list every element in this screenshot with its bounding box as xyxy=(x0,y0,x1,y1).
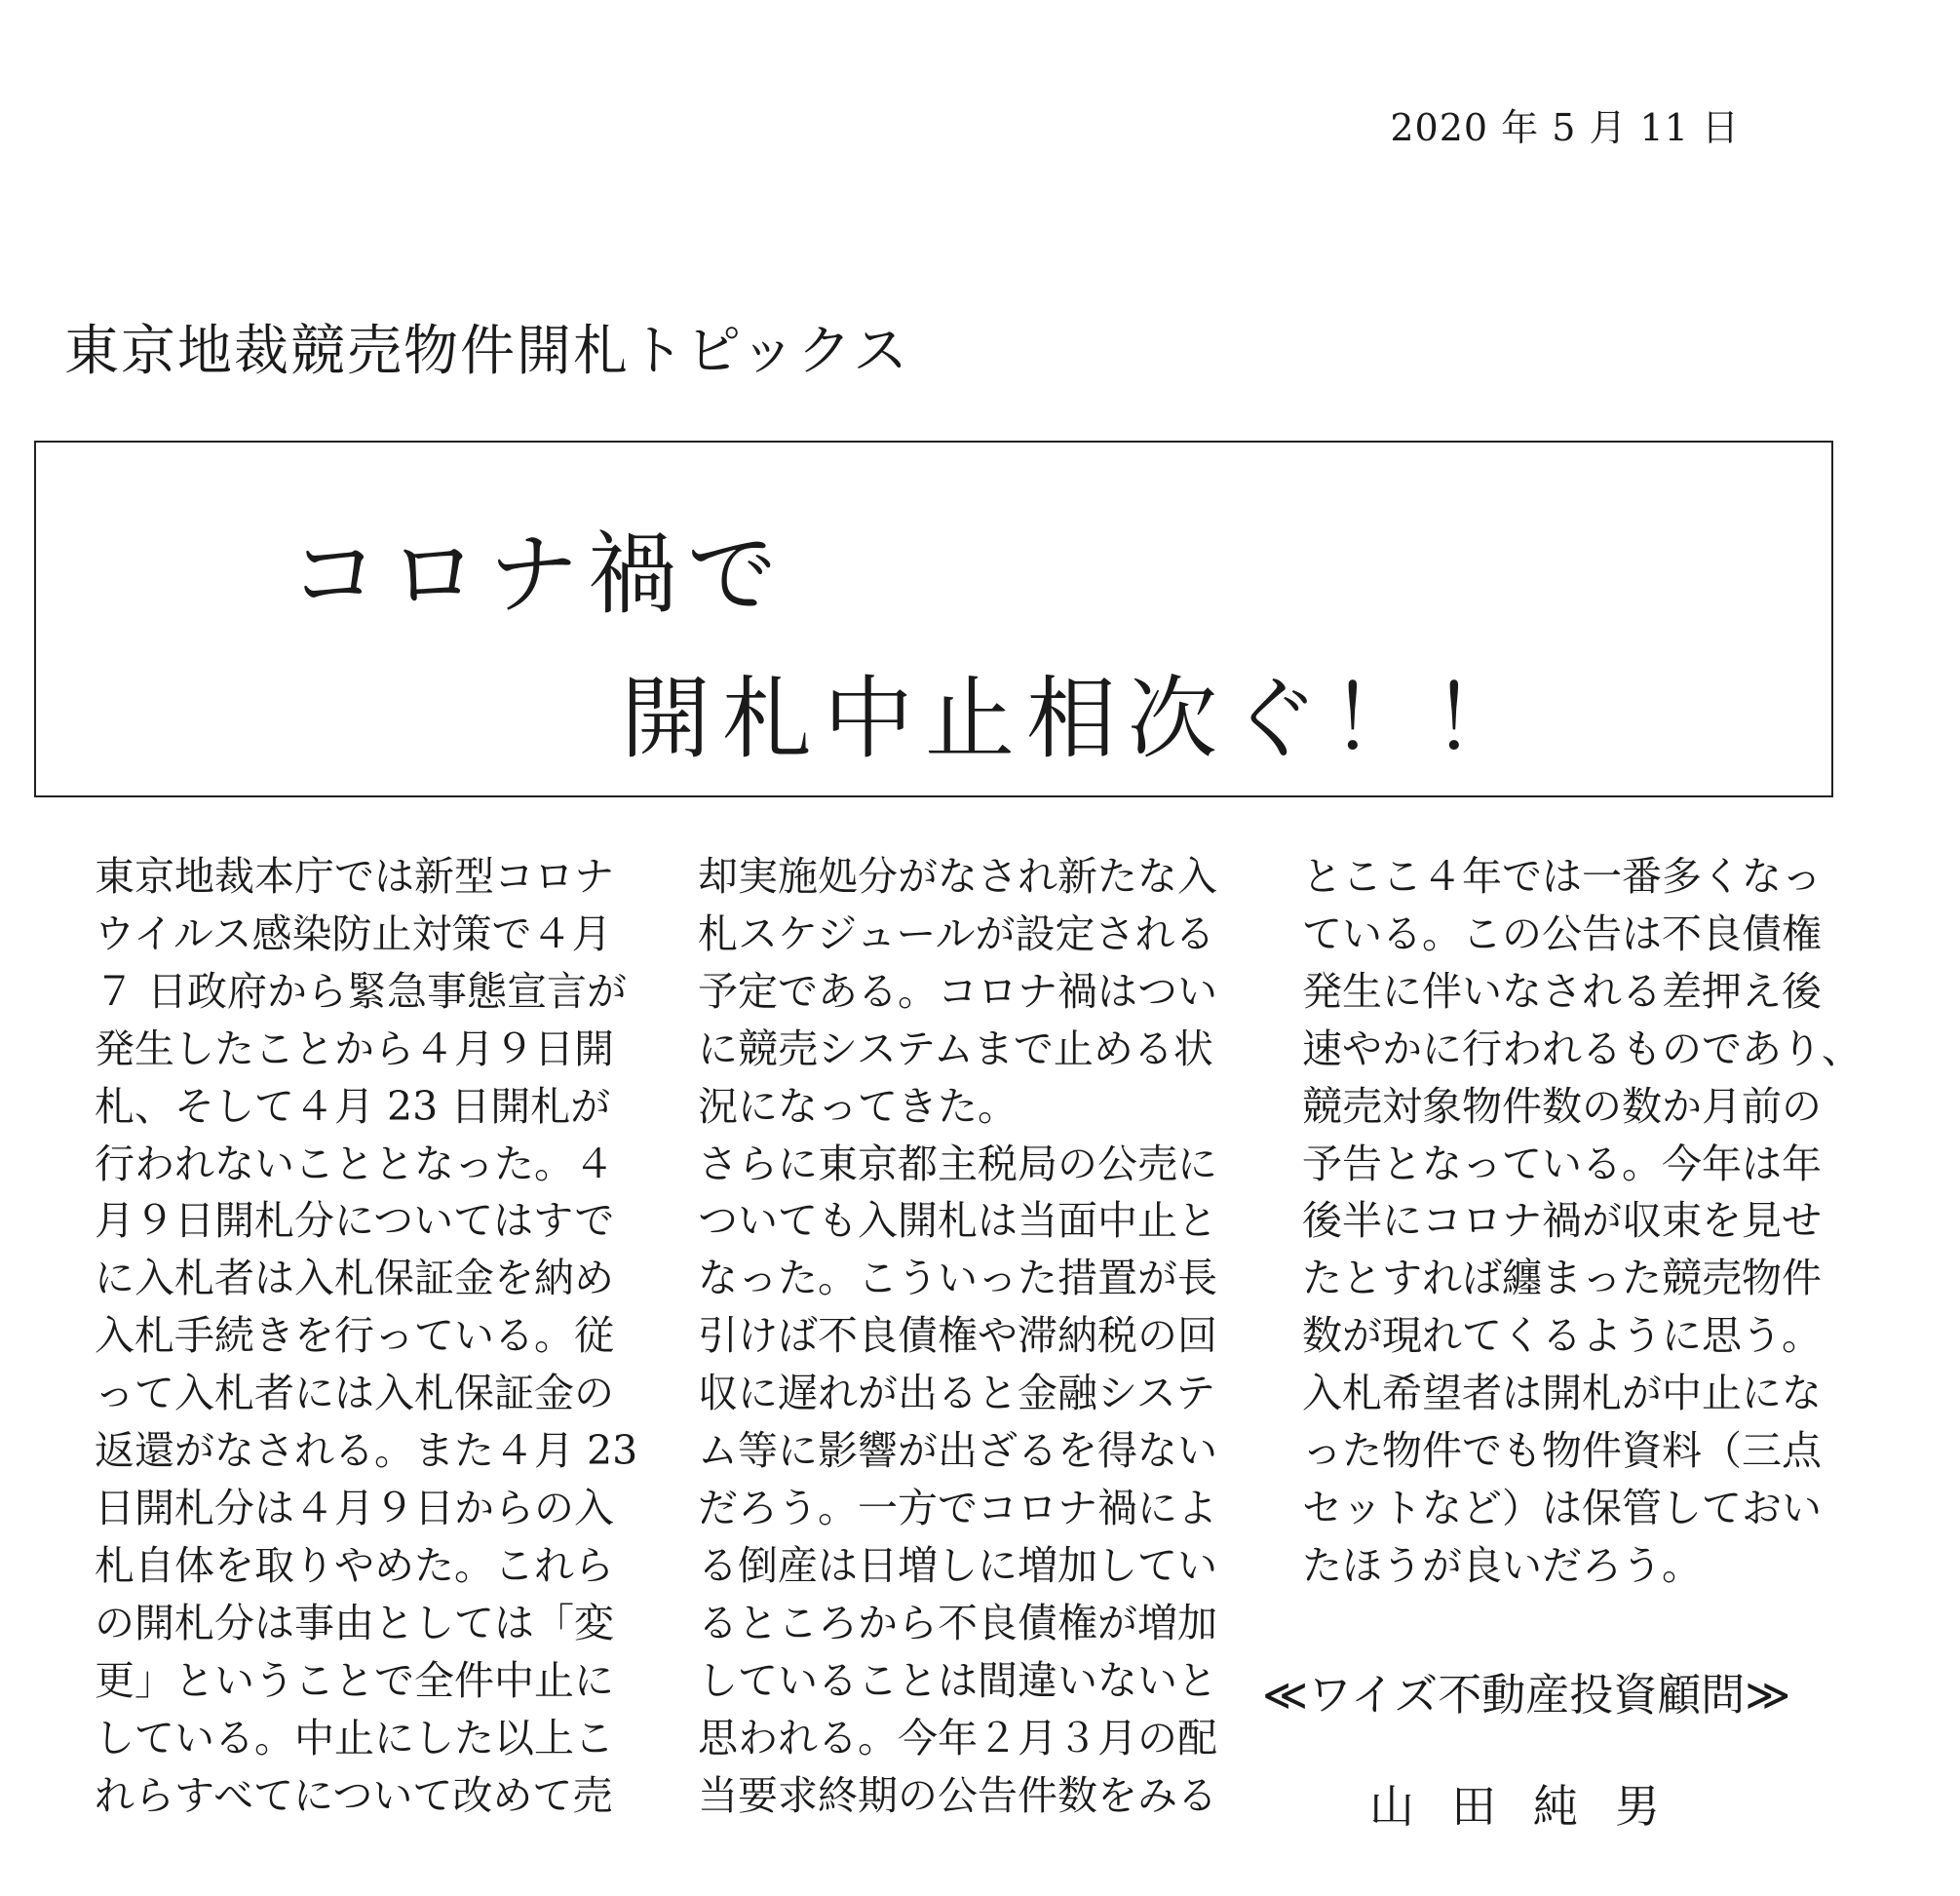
article-line: の開札分は事由としては「変 xyxy=(95,1599,614,1646)
article-line: なった。こういった措置が長 xyxy=(698,1255,1217,1302)
article-line: 月９日開札分についてはすで xyxy=(95,1197,615,1245)
article-line: ７ 日政府から緊急事態宣言が xyxy=(95,967,628,1015)
article-line: れらすべてについて改めて売 xyxy=(95,1771,613,1819)
article-line: った物件でも物件資料（三点 xyxy=(1302,1427,1822,1475)
article-line: 数が現れてくるように思う。 xyxy=(1302,1312,1822,1360)
article-line: 入札手続きを行っている。従 xyxy=(95,1312,614,1360)
article-line: 況になってきた。 xyxy=(698,1082,1018,1130)
section-title: 東京地裁競売物件開札トピックス xyxy=(64,320,910,383)
article-column-1 xyxy=(95,848,637,1824)
article-column-3 xyxy=(1302,848,1862,1595)
article-line: 発生に伴いなされる差押え後 xyxy=(1302,967,1822,1015)
article-line: 予定である。コロナ禍はつい xyxy=(698,967,1217,1015)
article-line: 行われないこととなった。４ xyxy=(95,1140,614,1187)
article-line: 返還がなされる。また４月 23 xyxy=(95,1427,638,1475)
article-line: 引けば不良債権や滞納税の回 xyxy=(698,1312,1217,1360)
article-line: 日開札分は４月９日からの入 xyxy=(95,1484,614,1531)
article-line: セットなど）は保管しておい xyxy=(1302,1484,1822,1531)
article-line: 思われる。今年２月３月の配 xyxy=(698,1714,1217,1761)
article-line: に入札者は入札保証金を納め xyxy=(95,1255,614,1302)
author-name: 山田純男 xyxy=(1369,1780,1697,1833)
article-line: さらに東京都主税局の公売に xyxy=(698,1140,1217,1187)
article-line: ついても入開札は当面中止と xyxy=(698,1197,1217,1245)
article-line: 札自体を取りやめた。これら xyxy=(95,1541,614,1589)
article-line: 東京地裁本庁では新型コロナ xyxy=(95,853,614,900)
article-line: 予告となっている。今年は年 xyxy=(1302,1140,1822,1187)
document-date: 2020 年 5 月 11 日 xyxy=(1390,106,1740,149)
article-line: だろう。一方でコロナ禍によ xyxy=(698,1484,1217,1531)
article-line: たほうが良いだろう。 xyxy=(1302,1541,1702,1589)
article-line: 後半にコロナ禍が収束を見せ xyxy=(1302,1197,1822,1245)
article-line: 速やかに行われるものであり、 xyxy=(1302,1025,1862,1072)
article-line: たとすれば纏まった競売物件 xyxy=(1302,1255,1822,1302)
article-line: る倒産は日増しに増加してい xyxy=(698,1541,1217,1589)
article-line: 入札希望者は開札が中止にな xyxy=(1302,1370,1822,1417)
article-line: とここ４年では一番多くなっ xyxy=(1302,853,1822,900)
article-line: 競売対象物件数の数か月前の xyxy=(1302,1082,1822,1130)
firm-name: ≪ワイズ不動産投資顧問≫ xyxy=(1262,1669,1791,1721)
article-line: 札スケジュールが設定される xyxy=(698,909,1215,957)
article-line: ウイルス感染防止対策で４月 xyxy=(95,909,612,957)
article-line: るところから不良債権が増加 xyxy=(698,1599,1217,1646)
article-line: 却実施処分がなされ新たな入 xyxy=(698,853,1217,900)
article-line: している。中止にした以上こ xyxy=(95,1714,614,1761)
headline-box xyxy=(34,441,1833,797)
article-line: 札、そして４月 23 日開札が xyxy=(95,1082,611,1130)
article-line: ている。この公告は不良債権 xyxy=(1302,909,1822,957)
article-line: 発生したことから４月９日開 xyxy=(95,1025,614,1072)
article-line: 当要求終期の公告件数をみる xyxy=(698,1771,1217,1819)
headline-line-1: コロナ禍で xyxy=(289,522,788,627)
article-line: に競売システムまで止める状 xyxy=(698,1025,1213,1072)
article-line: って入札者には入札保証金の xyxy=(95,1370,614,1417)
article-line: 更」ということで全件中止に xyxy=(95,1656,614,1704)
headline-line-2: 開札中止相次ぐ！！ xyxy=(621,667,1534,771)
article-column-2 xyxy=(698,848,1217,1824)
article-line: 収に遅れが出ると金融システ xyxy=(698,1370,1215,1417)
article-line: ム等に影響が出ざるを得ない xyxy=(698,1427,1217,1475)
article-line: していることは間違いないと xyxy=(698,1656,1217,1704)
